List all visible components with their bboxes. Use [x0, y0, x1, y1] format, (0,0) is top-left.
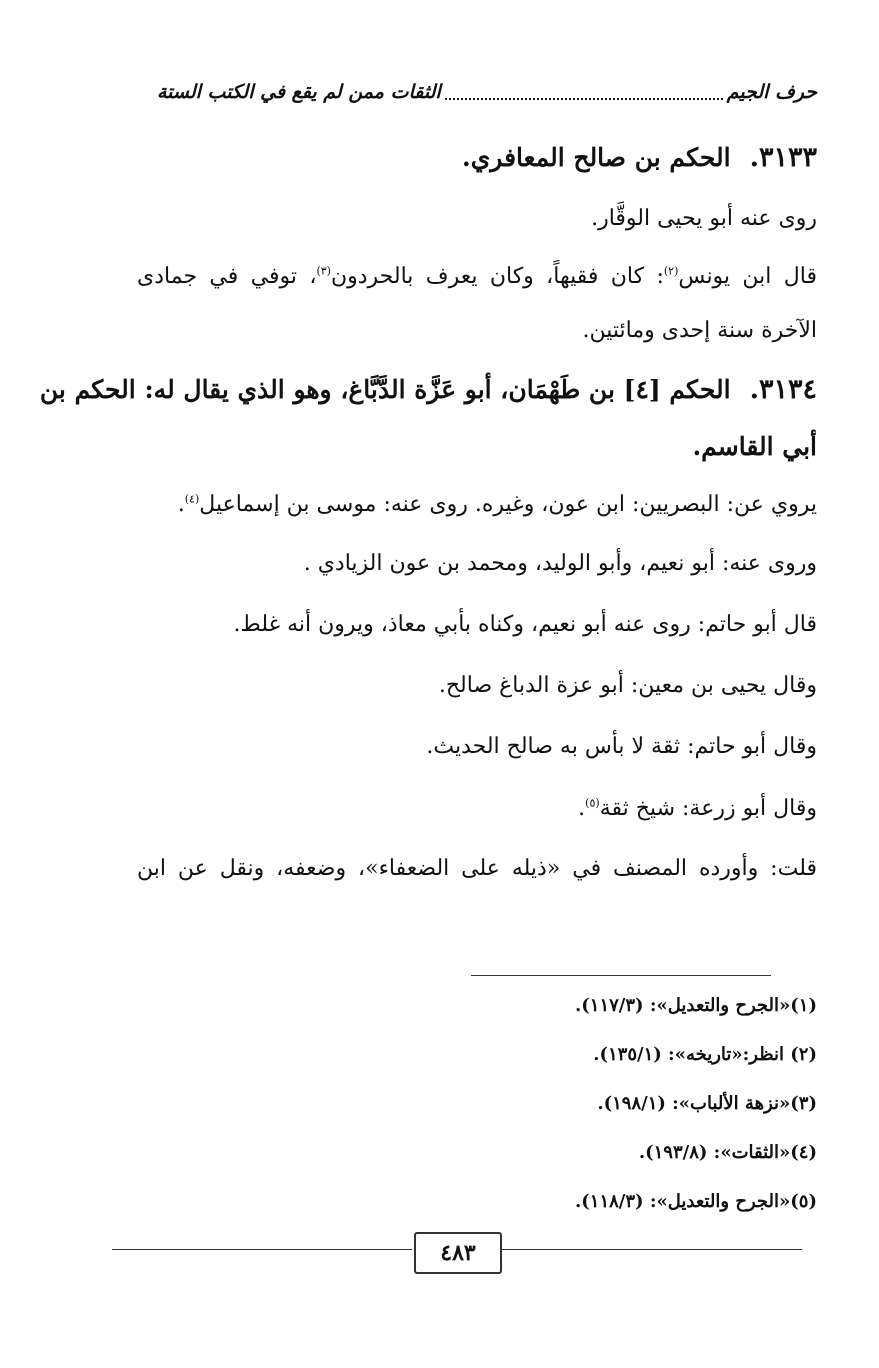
entry-title: الحكم [٤] بن طَهْمَان، أبو عَزَّة الدَّبَّاغ، وهو الذي يقال له: الحكم بن	[39, 375, 731, 404]
entry-3134-heading-cont: أبي القاسم.	[692, 432, 817, 461]
entry-3133-heading	[462, 142, 817, 173]
page-number: ٤٨٣	[414, 1232, 502, 1274]
entry-3134-line-6	[578, 796, 817, 821]
text-segment: وقال أبو زرعة: شيخ ثقة	[599, 796, 817, 821]
entry-3134-heading	[40, 374, 817, 405]
text-segment: يروي عن: البصريين: ابن عون، وغيره. روى عنه: موسى بن إسماعيل	[199, 492, 817, 517]
entry-3133-line-2	[137, 264, 817, 289]
entry-number: ٣١٣٣.	[749, 142, 817, 173]
footnote-5: (٥)«الجرح والتعديل»: (١١٨/٣).	[575, 1191, 817, 1212]
footnote-mark: (٤)	[184, 492, 200, 506]
footnote-mark: (٥)	[585, 796, 600, 810]
text-segment: .	[578, 796, 586, 821]
text-segment: قال ابن يونس	[678, 264, 817, 289]
footnote-3: (٣)«نزهة الألباب»: (١٩٨/١).	[597, 1093, 817, 1114]
footnote-separator	[471, 975, 771, 976]
text-segment: ، توفي في جمادى	[137, 264, 317, 289]
entry-3134-line-4: وقال يحيى بن معين: أبو عزة الدباغ صالح.	[438, 673, 817, 698]
header-book-title: الثقات ممن لم يقع في الكتب الستة	[157, 81, 441, 103]
entry-3134-line-2: وروى عنه: أبو نعيم، وأبو الوليد، ومحمد بن عون الزيادي .	[303, 551, 817, 576]
entry-3134-line-1	[178, 492, 817, 517]
footnote-4: (٤)«الثقات»: (١٩٣/٨).	[638, 1142, 817, 1163]
footnote-mark: (٣)	[316, 264, 331, 278]
footnote-1: (١)«الجرح والتعديل»: (١١٧/٣).	[575, 995, 817, 1016]
entry-3133-line-3: الآخرة سنة إحدى ومائتين.	[582, 318, 817, 343]
entry-3134-line-7: قلت: وأورده المصنف في «ذيله على الضعفاء»، وضعفه، ونقل عن ابن	[137, 856, 817, 881]
entry-3134-line-3: قال أبو حاتم: روى عنه أبو نعيم، وكناه بأبي معاذ، ويرون أنه غلط.	[233, 612, 817, 637]
footer-rule-right	[502, 1249, 802, 1250]
entry-number: ٣١٣٤.	[749, 374, 817, 405]
footnote-2: (٢) انظر:«تاريخه»: (١٣٥/١).	[593, 1044, 817, 1065]
header-chapter: حرف الجيم	[726, 81, 817, 103]
entry-3134-line-5: وقال أبو حاتم: ثقة لا بأس به صالح الحديث.	[426, 734, 817, 759]
entry-3133-line-1: روى عنه أبو يحيى الوقَّار.	[591, 206, 817, 231]
header-dot-leader	[445, 84, 723, 100]
running-header	[157, 72, 817, 112]
footer-rule-left	[112, 1249, 412, 1250]
footnote-mark: (٢)	[663, 264, 679, 278]
text-segment: .	[177, 492, 185, 517]
text-segment: : كان فقيهاً، وكان يعرف بالحردون	[330, 264, 664, 289]
entry-title: الحكم بن صالح المعافري.	[462, 143, 731, 172]
